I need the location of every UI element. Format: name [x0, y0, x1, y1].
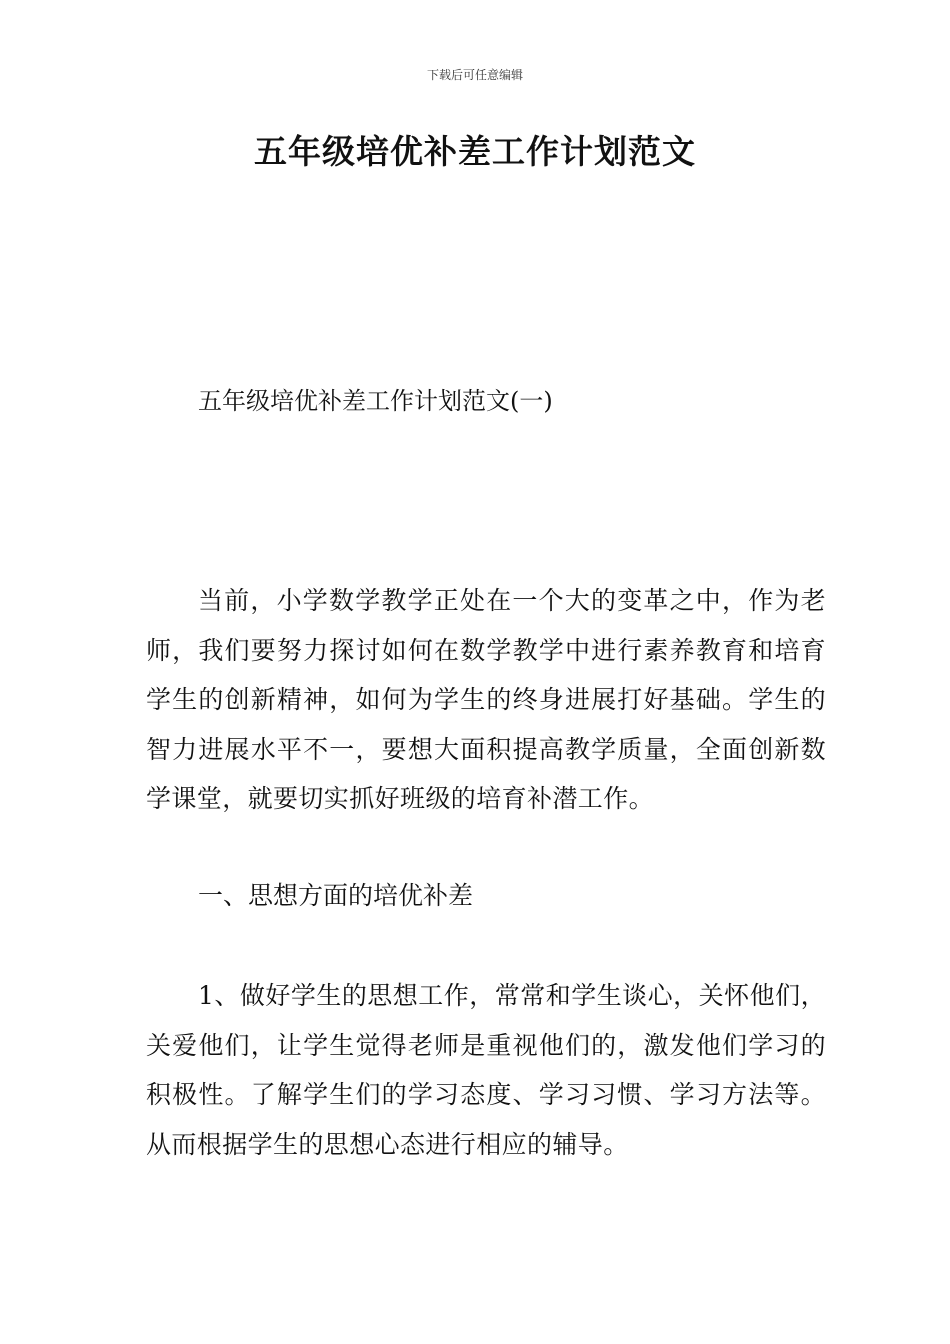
section-heading: 一、思想方面的培优补差 — [198, 881, 474, 910]
paragraph-intro: 当前，小学数学教学正处在一个大的变革之中，作为老师，我们要努力探讨如何在数学教学中进行素养教育和培育学生的创新精神，如何为学生的终身进展打好基础。学生的智力进展水平不一，要想大面积提高教学质量，全面创新数学课堂，就要切实抓好班级的培育补潜工作。 — [146, 586, 826, 813]
page-title: 五年级培优补差工作计划范文 — [254, 132, 696, 171]
subtitle: 五年级培优补差工作计划范文(一) — [198, 387, 553, 415]
header-note: 下载后可任意编辑 — [426, 68, 523, 82]
paragraph-item-1: 1、做好学生的思想工作，常常和学生谈心，关怀他们，关爱他们，让学生觉得老师是重视他们的，激发他们学习的积极性。了解学生们的学习态度、学习习惯、学习方法等。从而根据学生的思想心态进行相应的辅导。 — [146, 981, 826, 1159]
